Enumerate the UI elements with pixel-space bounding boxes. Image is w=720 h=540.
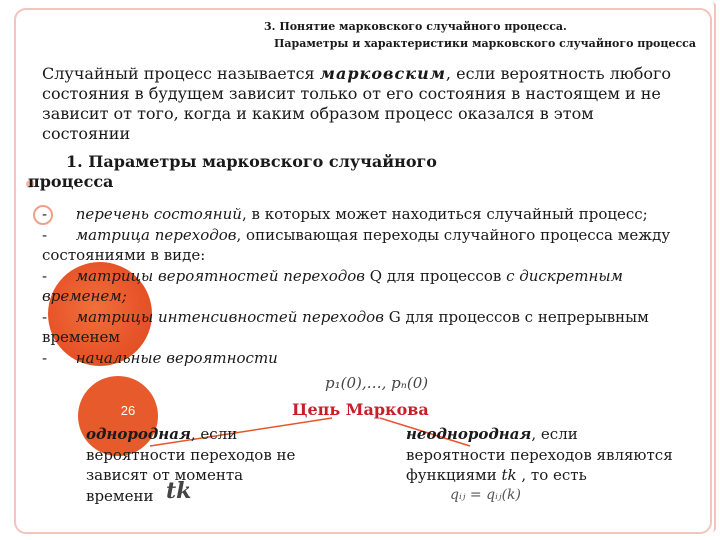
nonhomogeneous-text-1: , если вероятности переходов являются функциями <box>406 425 673 484</box>
section-heading-line-2: процесса <box>28 172 114 191</box>
definition-term: марковским <box>319 64 446 83</box>
header-line-2: Параметры и характеристики марковского случайного процесса <box>274 37 696 50</box>
list-item: - матрицы интенсивностей переходов G для процессов с непрерывным временем <box>42 307 649 346</box>
nonhomogeneous-text-2: , то есть <box>516 466 587 484</box>
definition-text-start: Случайный процесс называется <box>42 64 320 83</box>
page-number: 26 <box>120 403 136 418</box>
definition-text-end: , если вероятность любого состояния в будущем зависит только от его состояния в настоящем и не зависит от того, когда и каким образом процесс оказался в этом состоянии <box>42 64 672 143</box>
list-item: - матрицы вероятностей переходов Q для процессов с дискретным временем; <box>42 266 623 305</box>
markov-chain-title: Цепь Маркова <box>292 400 429 419</box>
nonhomogeneous-chain-description <box>406 424 676 486</box>
nonhomogeneous-tk: tk <box>501 466 517 484</box>
list-item: - начальные вероятности <box>42 348 278 367</box>
section-heading-line-1: 1. Параметры марковского случайного <box>66 152 437 171</box>
homogeneous-term: однородная <box>86 425 191 443</box>
homogeneous-text: , если вероятности переходов не зависят от момента времени <box>86 425 296 505</box>
list-item: - перечень состояний, в которых может находиться случайный процесс; <box>42 205 648 223</box>
list-item: - матрица переходов, описывающая переходы случайного процесса между состояниями в виде: <box>42 225 671 264</box>
header-line-1: 3. Понятие марковского случайного процесса. <box>264 20 567 33</box>
tk-symbol: tk <box>166 478 192 504</box>
nonhomogeneous-term: неоднородная <box>406 425 532 443</box>
q-formula: qᵢⱼ = qᵢⱼ(k) <box>450 487 521 503</box>
initial-probabilities-formula: p₁(0),…, pₙ(0) <box>325 374 429 392</box>
